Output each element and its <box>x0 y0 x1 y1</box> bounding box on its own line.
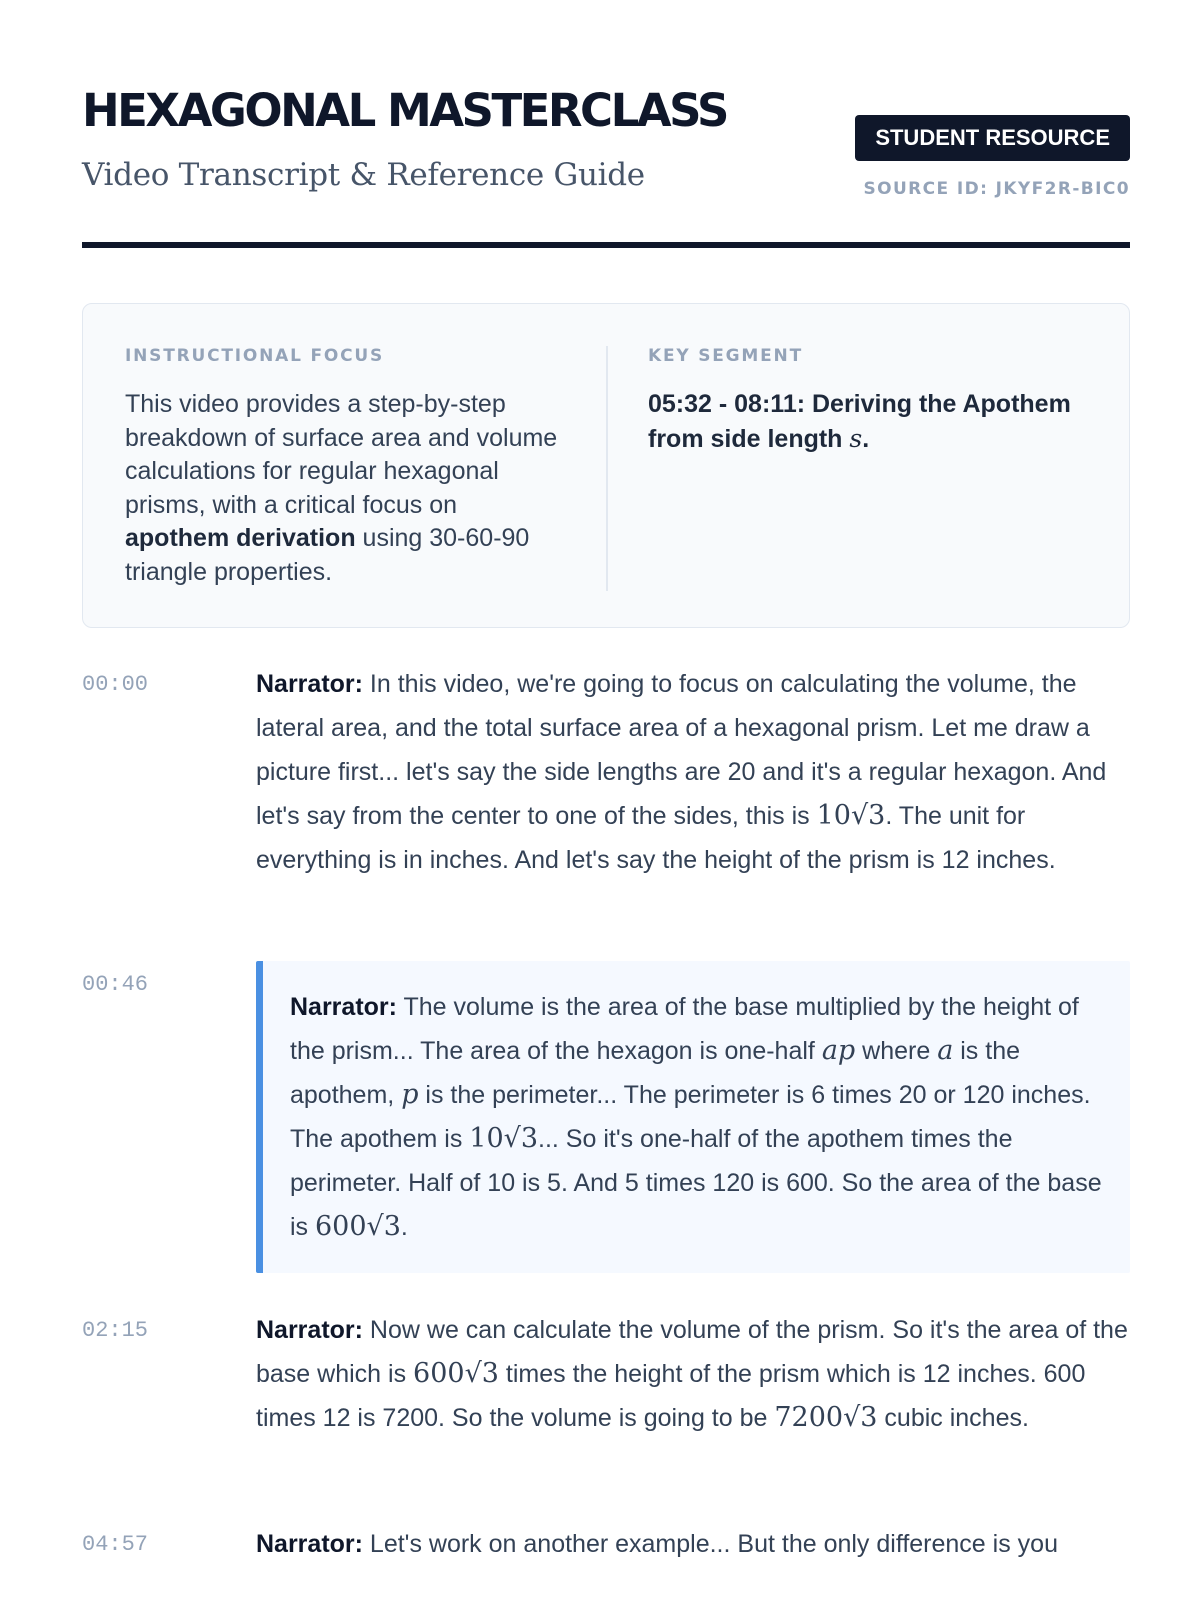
math-expression: 10√3 <box>469 1123 539 1154</box>
focus-text-part: using 30-60-90 triangle properties. <box>125 524 530 586</box>
math-expression: 600√3 <box>315 1211 401 1242</box>
key-segment-text <box>648 388 1108 456</box>
focus-text-part: This video provides a step-by-step breakdown of surface area and volume calculations for regular hexagonal prisms, with a critical focus on <box>125 390 558 519</box>
key-segment-section <box>648 346 1108 456</box>
math-expression: ap <box>821 1035 856 1066</box>
panel-divider <box>606 346 608 591</box>
segment-text-part: 05:32 - 08:11: Deriving the Apothem from side length <box>648 390 1071 453</box>
student-resource-badge: STUDENT RESOURCE <box>855 115 1130 161</box>
timestamp: 02:15 <box>82 1318 149 1343</box>
speaker-label: Narrator: <box>256 670 363 698</box>
page-subtitle: Video Transcript & Reference Guide <box>82 157 645 193</box>
segment-math-var: s <box>849 423 863 453</box>
timestamp: 00:00 <box>82 672 149 697</box>
text-part: . The unit for everything is in inches. And let's say the height of the prism is 12 inches. <box>256 802 1056 874</box>
transcript-text <box>256 1308 1130 1440</box>
speaker-label: Narrator: <box>256 1530 363 1558</box>
math-expression: 10√3 <box>816 800 886 831</box>
segment-text-end: . <box>862 424 870 453</box>
text-part: . <box>400 1213 408 1241</box>
speaker-label: Narrator: <box>290 993 397 1021</box>
instructional-focus-label: INSTRUCTIONAL FOCUS <box>125 346 385 366</box>
math-expression: p <box>401 1079 419 1110</box>
text-part: The volume is the area of the base multiplied by the height of the prism... The area of the hexagon is one-half <box>290 993 1079 1065</box>
document-page <box>82 0 1130 1558</box>
page-title: HEXAGONAL MASTERCLASS <box>82 84 727 137</box>
text-part: Now we can calculate the volume of the prism. So it's the area of the base which is <box>256 1316 1128 1388</box>
key-segment-label: KEY SEGMENT <box>648 346 803 366</box>
transcript-text <box>256 662 1130 882</box>
text-part: is the apothem, <box>290 1037 1020 1109</box>
math-expression: 600√3 <box>413 1358 499 1389</box>
instructional-focus-text <box>125 388 565 589</box>
text-part: is the perimeter... The perimeter is 6 times 20 or 120 inches. The apothem is <box>290 1081 1091 1153</box>
transcript-text <box>256 1522 1130 1566</box>
header-divider <box>82 242 1130 248</box>
math-expression: 7200√3 <box>774 1402 878 1433</box>
highlight-callout <box>256 961 1130 1273</box>
info-panel <box>82 303 1130 628</box>
text-part: Let's work on another example... But the only difference is you <box>362 1530 1058 1558</box>
timestamp: 00:46 <box>82 972 149 997</box>
header <box>82 0 1130 250</box>
math-expression: a <box>937 1035 954 1066</box>
text-part: In this video, we're going to focus on calculating the volume, the lateral area, and the total surface area of a hexagonal prism. Let me draw a picture first... let's say the side lengths are 20 and it's a regular hexagon. And let's say from the center to one of the sides, this is <box>256 670 1107 830</box>
instructional-focus-section <box>125 346 565 589</box>
source-id: SOURCE ID: JKYF2R-BIC0 <box>863 179 1130 199</box>
focus-text-bold: apothem derivation <box>125 524 356 552</box>
timestamp: 04:57 <box>82 1532 149 1557</box>
transcript-text <box>290 985 1110 1249</box>
text-part: cubic inches. <box>877 1404 1029 1432</box>
text-part: times the height of the prism which is 12 inches. 600 times 12 is 7200. So the volume is going to be <box>256 1360 1086 1432</box>
text-part: where <box>855 1037 938 1065</box>
text-part: ... So it's one-half of the apothem times the perimeter. Half of 10 is 5. And 5 times 120 is 600. So the area of the base is <box>290 1125 1102 1241</box>
speaker-label: Narrator: <box>256 1316 363 1344</box>
